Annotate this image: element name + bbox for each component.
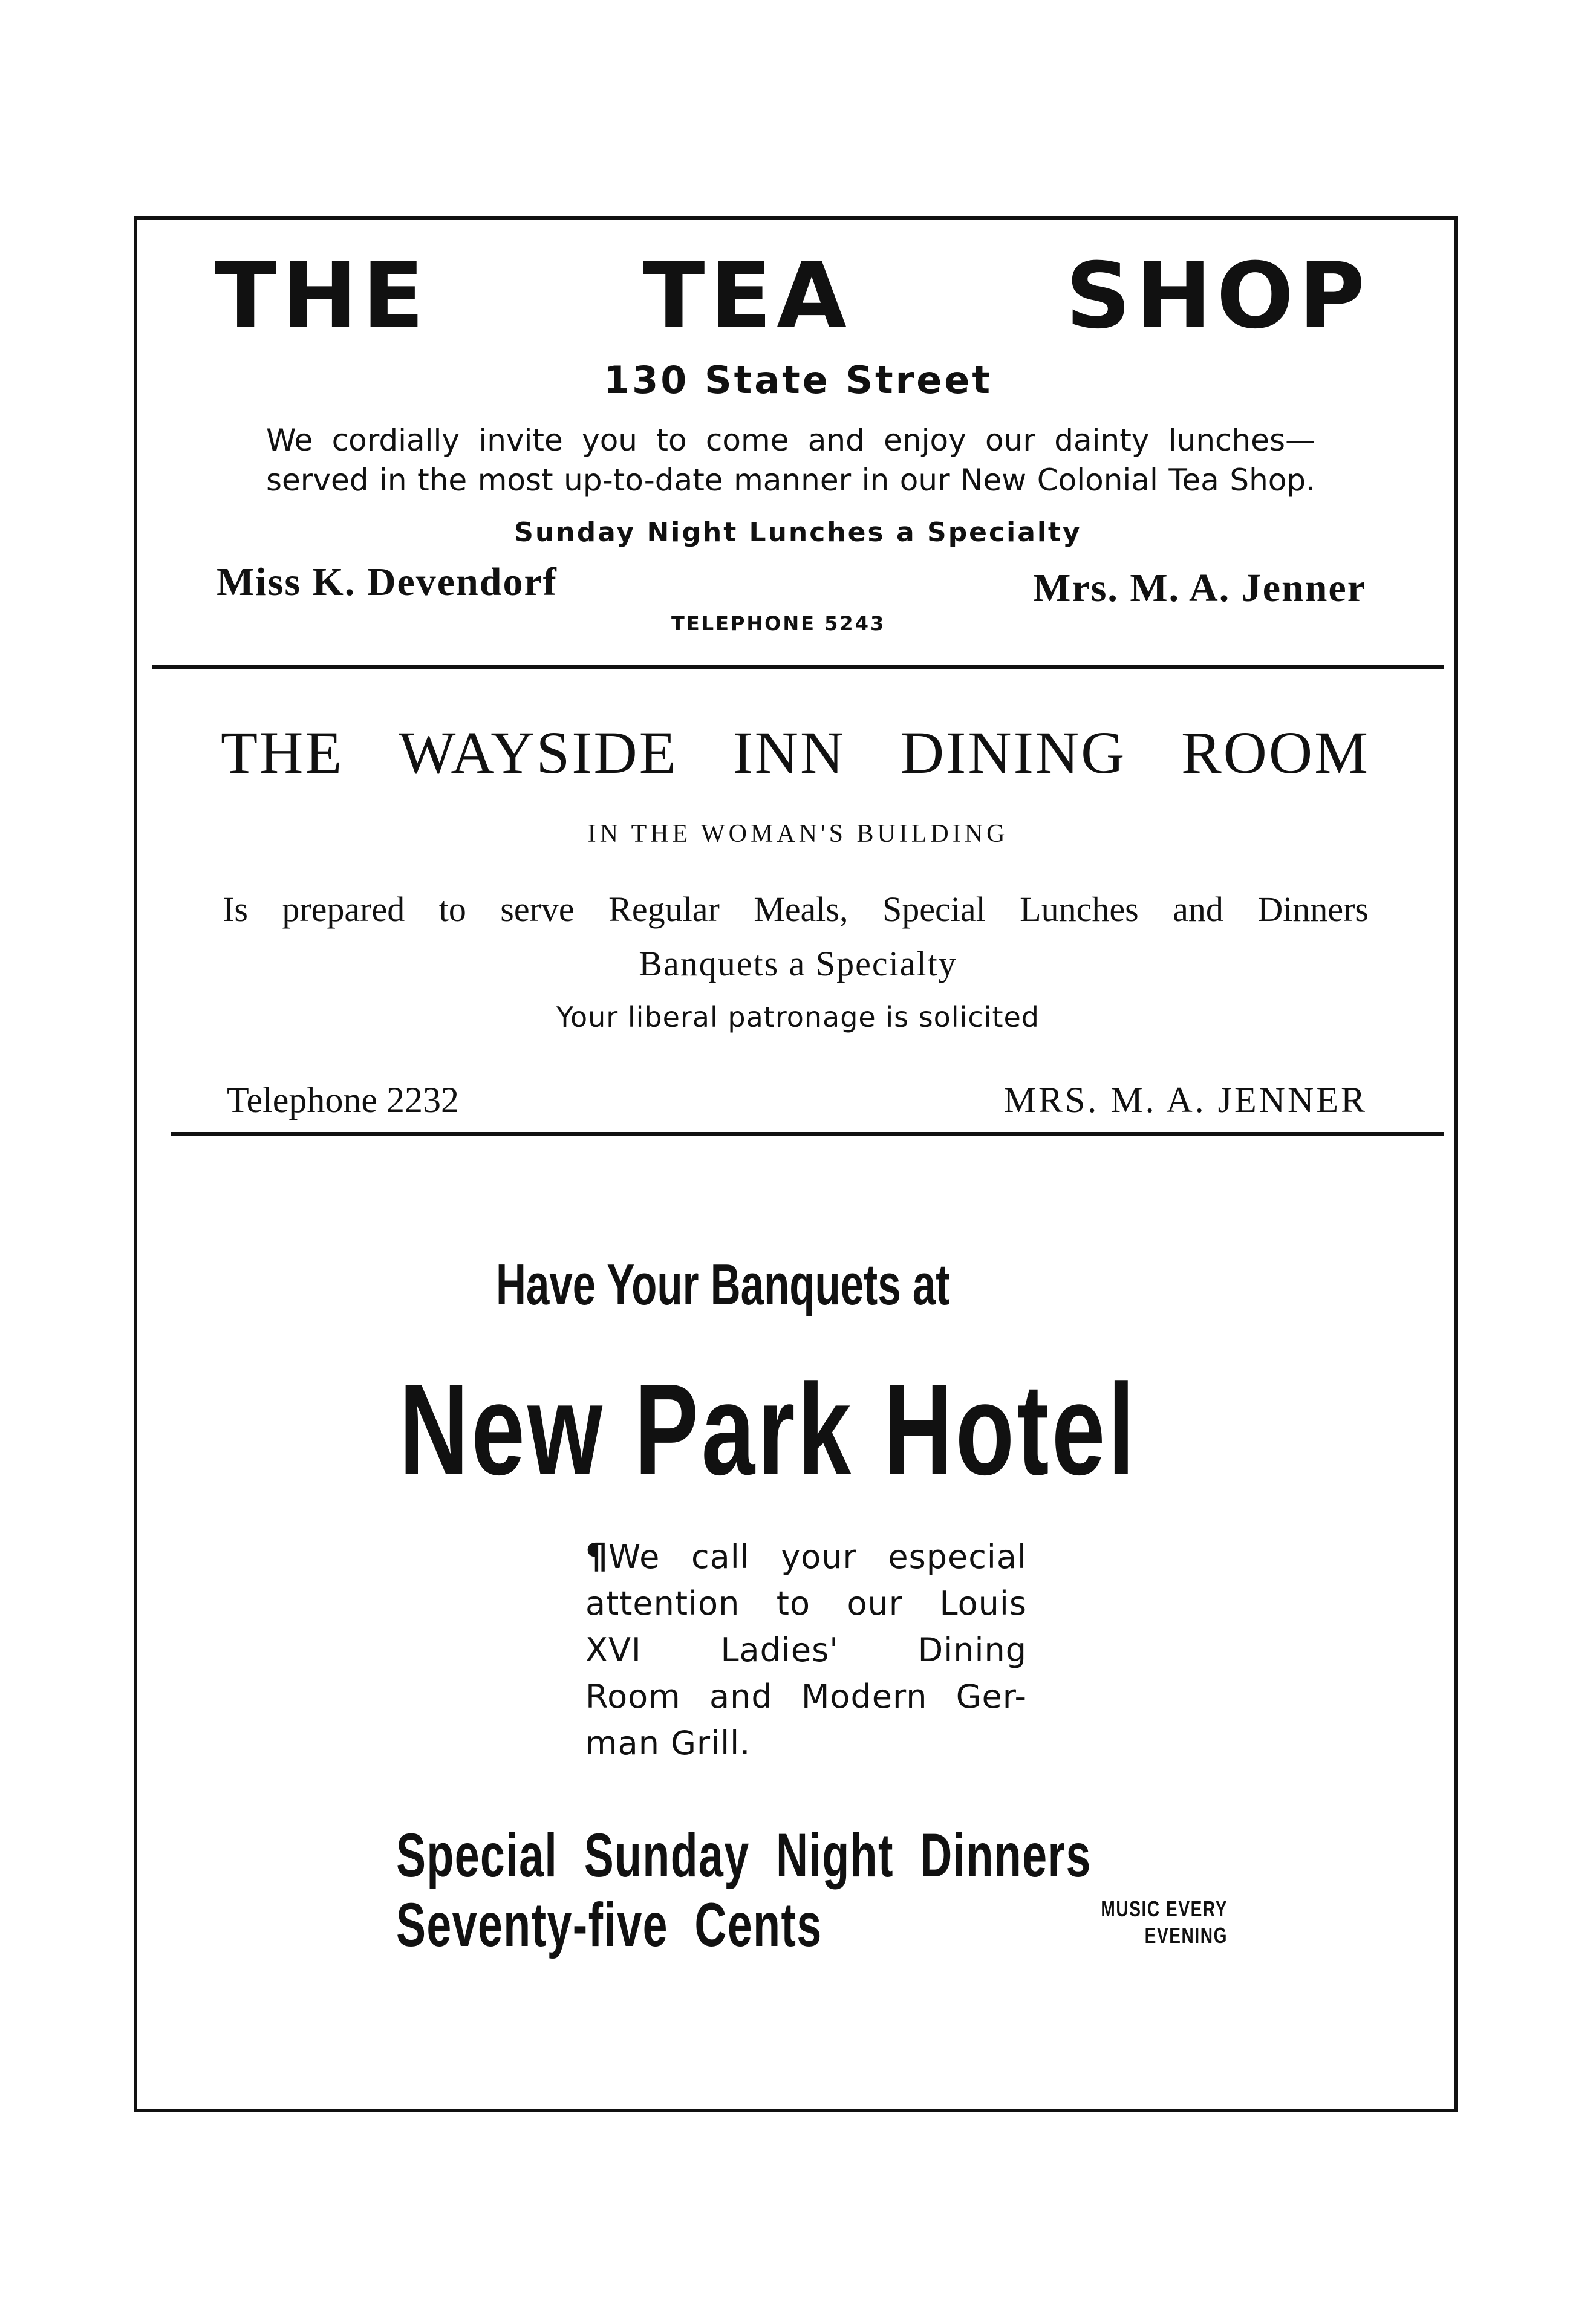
tea-shop-title-word: TEA: [643, 244, 852, 349]
wayside-inn-title-word: ROOM: [1181, 719, 1370, 786]
wayside-inn-title-word: WAYSIDE: [399, 719, 678, 786]
wayside-inn-proprietor: MRS. M. A. JENNER: [1003, 1080, 1367, 1120]
wayside-inn-title: [221, 719, 1370, 786]
wayside-inn-banquets: Banquets a Specialty: [639, 944, 957, 983]
section-divider-top: [152, 665, 1444, 669]
hotel-description-line: attention to our Louis: [585, 1584, 1027, 1622]
wayside-inn-patronage: Your liberal patronage is solicited: [556, 1001, 1040, 1033]
section-divider-bottom: [171, 1132, 1444, 1136]
tea-shop-specialty: Sunday Night Lunches a Specialty: [514, 517, 1082, 548]
paragraph-mark-icon: ¶: [585, 1535, 608, 1576]
hotel-music: MUSIC EVERY EVENING: [1101, 1896, 1228, 1948]
tea-shop-address: 130 State Street: [603, 358, 992, 402]
tea-shop-telephone: TELEPHONE 5243: [671, 612, 886, 635]
tea-shop-invitation: We cordially invite you to come and enjoy our dainty lunches—served in the most up-to-date manner in our New Colonial Tea Shop.: [266, 423, 1315, 498]
hotel-name: New Park Hotel: [399, 1356, 1138, 1502]
wayside-inn-title-word: INN: [732, 719, 846, 786]
hotel-tagline: Have Your Banquets at: [496, 1252, 950, 1317]
hotel-price: Seventy-five Cents: [396, 1890, 822, 1959]
tea-shop-proprietor-right: Mrs. M. A. Jenner: [1033, 566, 1366, 610]
wayside-inn-title-word: DINING: [900, 719, 1127, 786]
tea-shop-title-word: SHOP: [1065, 244, 1370, 349]
wayside-inn-title-word: THE: [221, 719, 344, 786]
wayside-inn-services: Is prepared to serve Regular Meals, Special Lunches and Dinners: [223, 890, 1369, 929]
tea-shop-proprietor-left: Miss K. Devendorf: [217, 560, 558, 604]
hotel-description-line: XVI Ladies' Dining: [585, 1631, 1027, 1669]
tea-shop-title: [215, 244, 1370, 349]
hotel-description-line: Room and Modern Ger-: [585, 1677, 1027, 1716]
wayside-inn-telephone: Telephone 2232: [227, 1080, 460, 1120]
hotel-description-line: man Grill.: [585, 1724, 751, 1762]
wayside-inn-location: IN THE WOMAN'S BUILDING: [587, 820, 1009, 848]
hotel-description-line: ¶We call your especial: [585, 1535, 1027, 1576]
hotel-dinners: Special Sunday Night Dinners: [396, 1821, 1092, 1890]
hotel-description: [585, 1533, 1027, 1766]
tea-shop-title-word: THE: [215, 244, 429, 349]
